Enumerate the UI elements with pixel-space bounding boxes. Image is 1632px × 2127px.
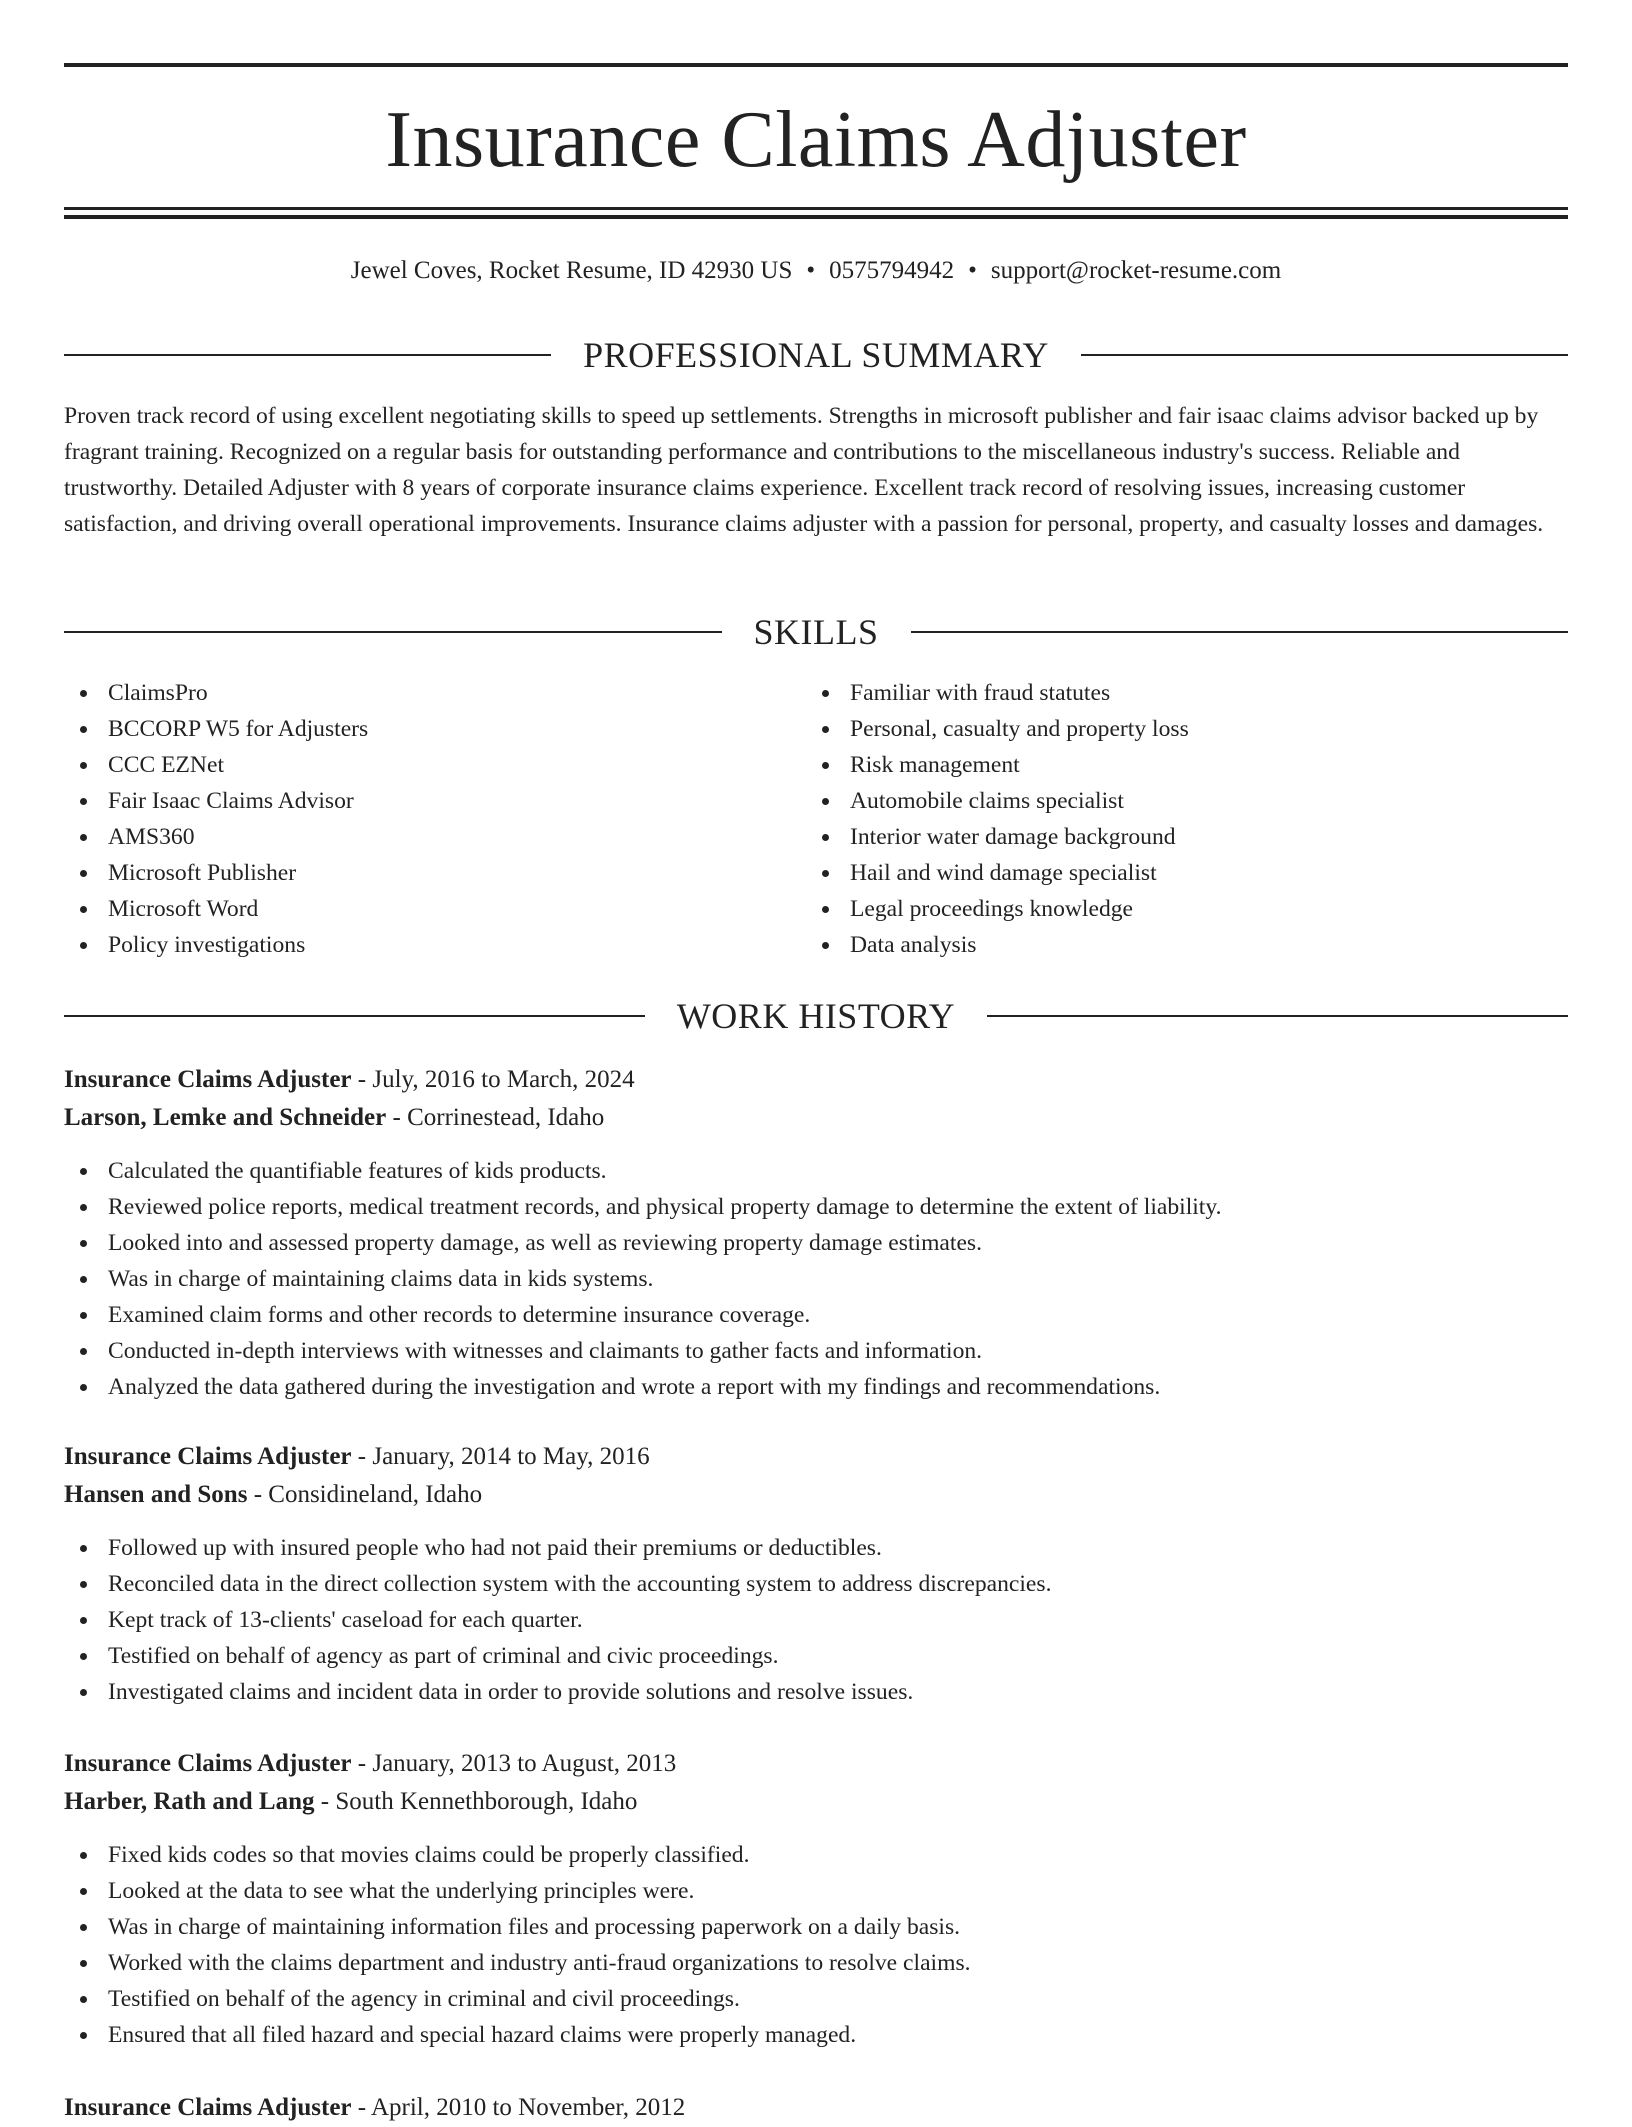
resume-title: Insurance Claims Adjuster — [385, 96, 1247, 184]
skills-list-right — [806, 675, 1506, 963]
job-title: Insurance Claims Adjuster — [64, 1443, 352, 1470]
title-rule-upper — [64, 207, 1568, 210]
skill-item: Data analysis — [806, 927, 1506, 963]
heading-rule — [64, 354, 551, 356]
job-bullet: Testified on behalf of the agency in criminal and civil proceedings. — [64, 1981, 1568, 2017]
contact-separator: • — [968, 257, 977, 284]
job-bullet: Ensured that all filed hazard and special hazard claims were properly managed. — [64, 2017, 1568, 2053]
heading-rule — [64, 1015, 645, 1017]
job-entry — [64, 1438, 1568, 1710]
skill-item: AMS360 — [64, 819, 764, 855]
job-bullets — [64, 1530, 1568, 1710]
job-dates: - July, 2016 to March, 2024 — [351, 1066, 635, 1093]
job-entry — [64, 1061, 1568, 1405]
job-company: Hansen and Sons — [64, 1481, 248, 1508]
section-heading-summary — [64, 333, 1568, 377]
skill-item: ClaimsPro — [64, 675, 764, 711]
skill-item: BCCORP W5 for Adjusters — [64, 711, 764, 747]
skill-item: CCC EZNet — [64, 747, 764, 783]
job-bullet: Was in charge of maintaining claims data in kids systems. — [64, 1261, 1568, 1297]
skill-item: Microsoft Publisher — [64, 855, 764, 891]
job-bullet: Looked at the data to see what the underlying principles were. — [64, 1873, 1568, 1909]
contact-separator: • — [806, 257, 816, 284]
job-entry — [64, 2089, 1568, 2127]
job-company-line — [64, 1476, 1568, 1514]
job-entry — [64, 1745, 1568, 2053]
job-bullet: Reviewed police reports, medical treatment records, and physical property damage to determine the extent of liability. — [64, 1189, 1568, 1225]
skills-list-left — [64, 675, 764, 963]
contact-email: support@rocket-resume.com — [990, 257, 1282, 284]
job-bullet: Kept track of 13-clients' caseload for each quarter. — [64, 1602, 1568, 1638]
job-bullet: Followed up with insured people who had not paid their premiums or deductibles. — [64, 1530, 1568, 1566]
heading-rule — [911, 631, 1569, 633]
job-location: - Corrinestead, Idaho — [386, 1104, 605, 1131]
contact-phone: 0575794942 — [829, 257, 955, 284]
job-title: Insurance Claims Adjuster — [64, 1750, 352, 1777]
skill-item: Policy investigations — [64, 927, 764, 963]
job-dates: - January, 2014 to May, 2016 — [351, 1443, 650, 1470]
job-company: Larson, Lemke and Schneider — [64, 1104, 387, 1131]
skill-item: Microsoft Word — [64, 891, 764, 927]
summary-text: Proven track record of using excellent negotiating skills to speed up settlements. Strengths in microsoft publisher and fair isaac claims advisor backed up by fragrant training. Recognized on a regular basis for outstanding performance and contributions to the miscellaneous industry's success. Reliable and trustworthy. Detailed Adjuster with 8 years of corporate insurance claims experience. Excellent track record of resolving issues, increasing customer satisfaction, and driving overall operational improvements. Insurance claims adjuster with a passion for personal, property, and casualty losses and damages. — [64, 403, 1544, 537]
job-bullet: Worked with the claims department and industry anti-fraud organizations to resolve claims. — [64, 1945, 1568, 1981]
job-bullet: Investigated claims and incident data in order to provide solutions and resolve issues. — [64, 1674, 1568, 1710]
job-title: Insurance Claims Adjuster — [64, 1066, 352, 1093]
skill-item: Automobile claims specialist — [806, 783, 1506, 819]
section-title: PROFESSIONAL SUMMARY — [583, 335, 1049, 375]
section-heading-work-history — [64, 994, 1568, 1038]
skill-item: Risk management — [806, 747, 1506, 783]
job-location: - Considineland, Idaho — [247, 1481, 483, 1508]
job-bullets — [64, 1837, 1568, 2053]
job-title: Insurance Claims Adjuster — [64, 2094, 352, 2121]
job-bullet: Looked into and assessed property damage, as well as reviewing property damage estimates. — [64, 1225, 1568, 1261]
job-bullet: Reconciled data in the direct collection system with the accounting system to address discrepancies. — [64, 1566, 1568, 1602]
heading-rule — [1081, 354, 1568, 356]
contact-line — [64, 254, 1568, 288]
skill-item: Interior water damage background — [806, 819, 1506, 855]
job-bullets — [64, 1153, 1568, 1405]
heading-rule — [987, 1015, 1568, 1017]
job-bullet: Testified on behalf of agency as part of criminal and civic proceedings. — [64, 1638, 1568, 1674]
job-dates: - April, 2010 to November, 2012 — [351, 2094, 686, 2121]
job-company-line — [64, 1783, 1568, 1821]
section-title: SKILLS — [753, 612, 879, 652]
skill-item: Legal proceedings knowledge — [806, 891, 1506, 927]
job-bullet: Calculated the quantifiable features of kids products. — [64, 1153, 1568, 1189]
job-bullet: Was in charge of maintaining information files and processing paperwork on a daily basis. — [64, 1909, 1568, 1945]
section-title: WORK HISTORY — [676, 996, 956, 1036]
job-title-line — [64, 1061, 1568, 1099]
job-title-line — [64, 1438, 1568, 1476]
top-rule — [64, 63, 1568, 67]
skill-item: Personal, casualty and property loss — [806, 711, 1506, 747]
title-rule-lower — [64, 215, 1568, 219]
heading-rule — [64, 631, 722, 633]
job-company-line — [64, 1099, 1568, 1137]
job-dates: - January, 2013 to August, 2013 — [351, 1750, 677, 1777]
job-company: Harber, Rath and Lang — [64, 1788, 315, 1815]
skill-item: Hail and wind damage specialist — [806, 855, 1506, 891]
skill-item: Fair Isaac Claims Advisor — [64, 783, 764, 819]
contact-address: Jewel Coves, Rocket Resume, ID 42930 US — [350, 257, 793, 284]
job-bullet: Conducted in-depth interviews with witnesses and claimants to gather facts and information. — [64, 1333, 1568, 1369]
job-bullet: Fixed kids codes so that movies claims could be properly classified. — [64, 1837, 1568, 1873]
section-heading-skills — [64, 610, 1568, 654]
job-location: - South Kennethborough, Idaho — [314, 1788, 638, 1815]
job-bullet: Examined claim forms and other records to determine insurance coverage. — [64, 1297, 1568, 1333]
job-title-line — [64, 2089, 1568, 2127]
skill-item: Familiar with fraud statutes — [806, 675, 1506, 711]
job-bullet: Analyzed the data gathered during the investigation and wrote a report with my findings and recommendations. — [64, 1369, 1568, 1405]
job-title-line — [64, 1745, 1568, 1783]
